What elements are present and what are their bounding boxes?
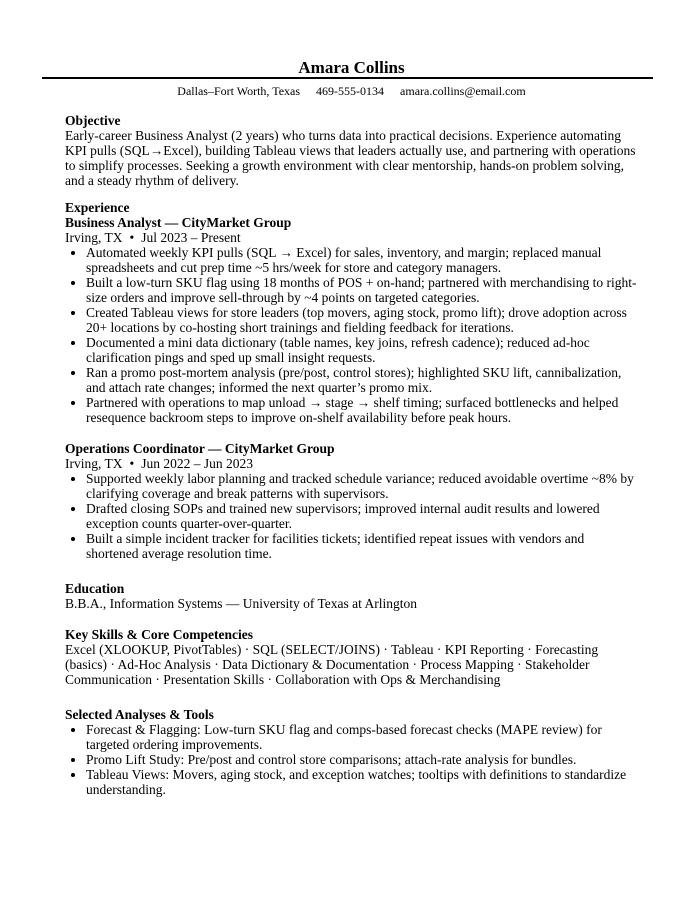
contact-line: [65, 84, 638, 98]
analyses-heading: Selected Analyses & Tools: [65, 707, 214, 722]
job-meta-separator: •: [129, 456, 135, 471]
job-bullet: • Built a low-turn SKU flag using 18 months of POS + on-hand; partnered with merchandising to right-size orders and improve sell-through by ~4 points on targeted categories.: [86, 275, 638, 305]
section-objective: [65, 113, 638, 188]
job-bullet: • Automated weekly KPI pulls (SQL → Excel) for sales, inventory, and margin; replaced manual spreadsheets and cut prep time ~5 hrs/week for store and category managers.: [86, 245, 638, 275]
analyses-bullet: • Forecast & Flagging: Low-turn SKU flag and comps-based forecast checks (MAPE review) for targeted ordering improvements.: [86, 722, 638, 752]
job-dates: Jul 2023 – Present: [141, 230, 241, 245]
education-text: B.B.A., Information Systems — University of Texas at Arlington: [65, 596, 418, 611]
objective-text: Early-career Business Analyst (2 years) who turns data into practical decisions. Experience automating KPI pulls (SQL→Excel), building Tableau views that leaders actually use, and partnering with operations to simplify processes. Seeking a growth environment with clear mentorship, hands-on problem solving, and a steady rhythm of delivery.: [65, 128, 636, 188]
job-title: Operations Coordinator — CityMarket Group: [65, 441, 335, 456]
header-rule: [42, 77, 653, 79]
job-business-analyst: [65, 215, 638, 425]
section-analyses: [65, 707, 638, 797]
job-bullet-list: [65, 245, 638, 425]
job-bullet-list: [65, 471, 638, 561]
skills-text: Excel (XLOOKUP, PivotTables) · SQL (SELECT/JOINS) · Tableau · KPI Reporting · Forecasting (basics) · Ad-Hoc Analysis · Data Dictionary & Documentation · Process Mapping · Stakeholder Communication · Presentation Skills · Collaboration with Ops & Merchandising: [65, 642, 599, 687]
job-bullet: • Documented a mini data dictionary (table names, key joins, refresh cadence); reduced ad-hoc clarification pings and sped up small insight requests.: [86, 335, 638, 365]
contact-location: Dallas–Fort Worth, Texas: [177, 84, 301, 98]
objective-heading: Objective: [65, 113, 121, 128]
job-bullet: • Supported weekly labor planning and tracked schedule variance; reduced avoidable overtime ~8% by clarifying coverage and break patterns with supervisors.: [86, 471, 638, 501]
candidate-name: Amara Collins: [298, 58, 405, 77]
job-meta-separator: •: [129, 230, 135, 245]
section-skills: [65, 627, 638, 687]
job-bullet: • Drafted closing SOPs and trained new supervisors; improved internal audit results and lowered exception counts quarter-over-quarter.: [86, 501, 638, 531]
job-title: Business Analyst — CityMarket Group: [65, 215, 292, 230]
experience-heading: Experience: [65, 200, 130, 215]
job-meta: [65, 456, 638, 471]
job-bullet: • Created Tableau views for store leaders (top movers, aging stock, promo lift); drove adoption across 20+ locations by co-hosting short trainings and fielding feedback for iterations.: [86, 305, 638, 335]
section-experience: [65, 200, 638, 561]
job-bullet: • Ran a promo post-mortem analysis (pre/post, control stores); highlighted SKU lift, cannibalization, and attach rate changes; informed the next quarter’s promo mix.: [86, 365, 638, 395]
job-operations-coordinator: [65, 441, 638, 561]
job-meta: [65, 230, 638, 245]
resume-header: [65, 59, 638, 98]
analyses-bullet-list: [65, 722, 638, 797]
education-heading: Education: [65, 581, 125, 596]
job-bullet: • Built a simple incident tracker for facilities tickets; identified repeat issues with vendors and shortened average resolution time.: [86, 531, 638, 561]
contact-email: amara.collins@email.com: [400, 84, 526, 98]
job-dates: Jun 2022 – Jun 2023: [141, 456, 253, 471]
job-bullet: • Partnered with operations to map unload → stage → shelf timing; surfaced bottlenecks and helped resequence backroom steps to improve on-shelf availability before peak hours.: [86, 395, 638, 425]
job-location: Irving, TX: [65, 230, 123, 245]
analyses-bullet: • Tableau Views: Movers, aging stock, and exception watches; tooltips with definitions to standardize understanding.: [86, 767, 638, 797]
job-location: Irving, TX: [65, 456, 123, 471]
skills-heading: Key Skills & Core Competencies: [65, 627, 253, 642]
analyses-bullet: • Promo Lift Study: Pre/post and control store comparisons; attach-rate analysis for bundles.: [86, 752, 638, 767]
contact-phone: 469-555-0134: [316, 84, 385, 98]
section-education: [65, 581, 638, 611]
